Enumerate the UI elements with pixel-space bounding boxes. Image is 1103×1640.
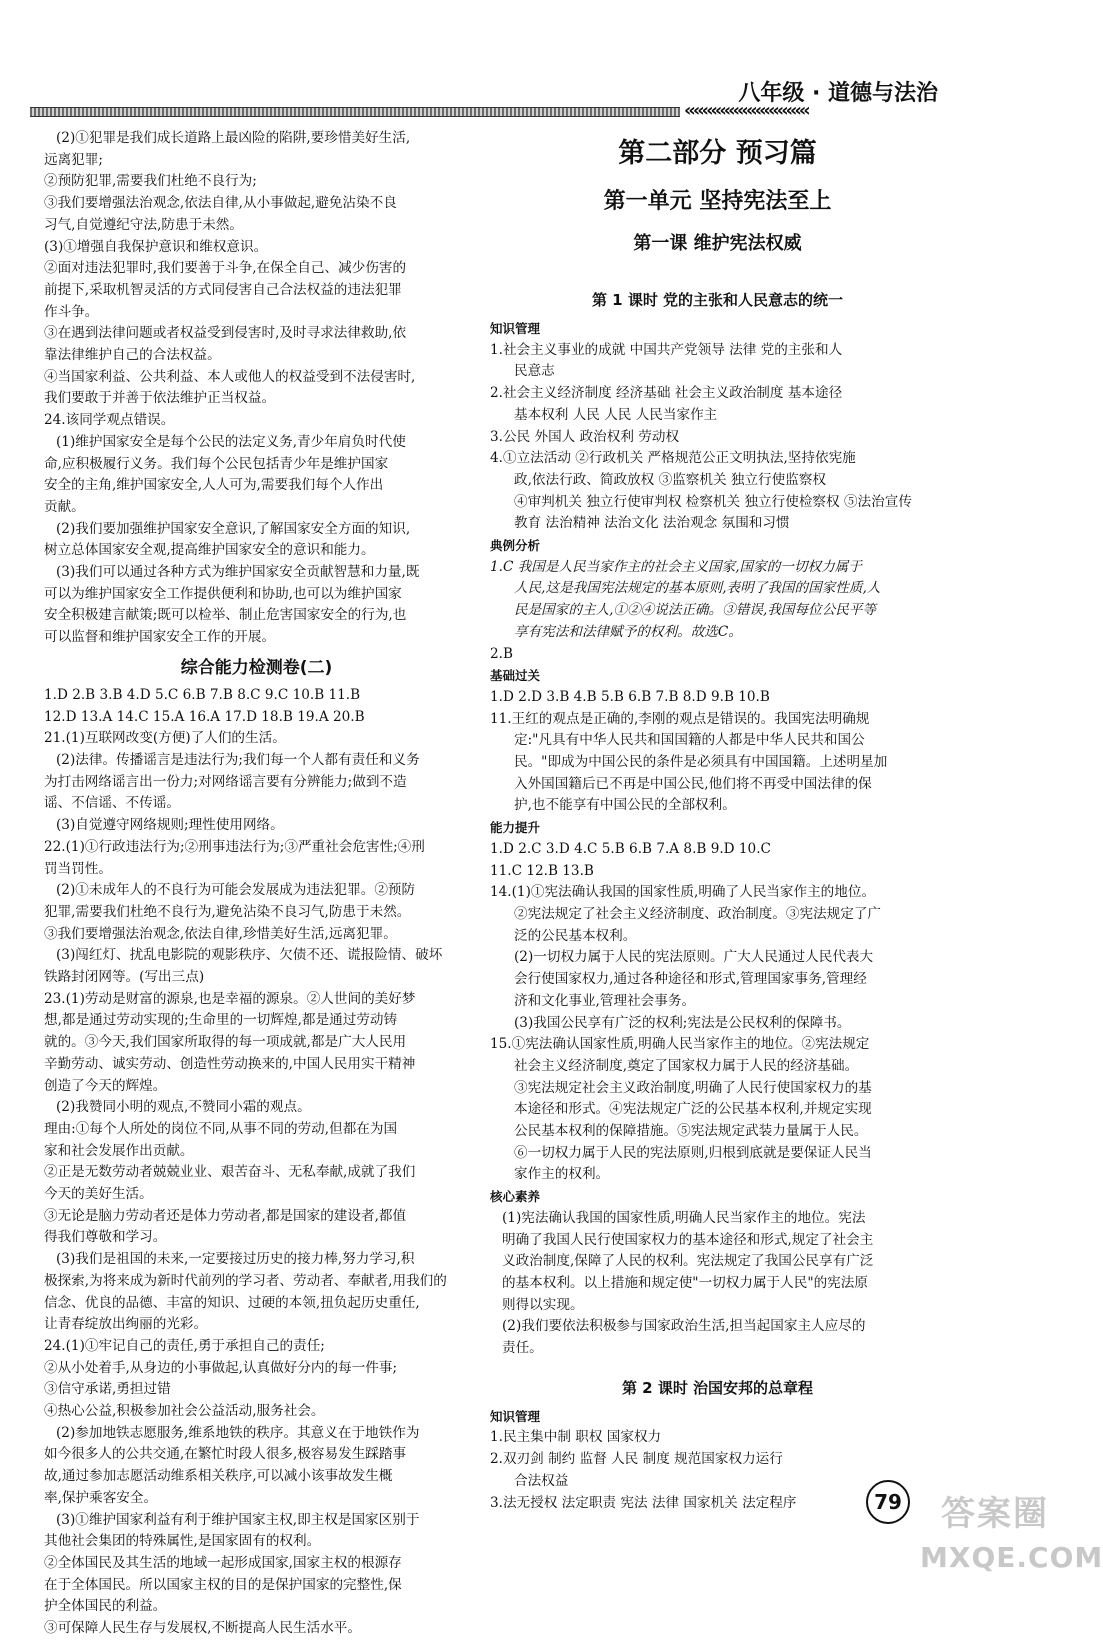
answer-line: ⑥一切权力属于人民的宪法原则,归根到底就是要保证人民当 [514, 1144, 872, 1161]
lesson-title: 第一课 维护宪法权威 [633, 233, 802, 254]
answer-line: 11.C 12.B 13.B [490, 862, 594, 879]
answer-line: 我们要敢于并善于依法维护正当权益。 [44, 390, 276, 407]
answer-line: ③无论是脑力劳动者还是体力劳动者,都是国家的建设者,都值 [44, 1207, 407, 1224]
section-heading: 能力提升 [490, 820, 541, 836]
answer-line: (2)我赞同小明的观点,不赞同小霜的观点。 [56, 1099, 311, 1116]
answer-line: 责任。 [502, 1340, 543, 1357]
answer-line: ②正是无数劳动者兢兢业业、艰苦奋斗、无私奉献,成就了我们 [44, 1164, 416, 1181]
answer-line: 率,保护乘客安全。 [44, 1489, 158, 1506]
answer-line: 远离犯罪; [44, 151, 103, 168]
answer-line: 护,也不能享有中国公民的全部权利。 [514, 797, 736, 814]
answer-line: 22.(1)①行政违法行为;②刑事违法行为;③严重社会危害性;④刑 [44, 838, 425, 855]
answer-line: 让青春绽放出绚丽的光彩。 [44, 1316, 208, 1333]
answer-line: 3.法无授权 法定职责 宪法 法律 国家机关 法定程序 [490, 1494, 797, 1511]
answer-line: (2)我们要依法积极参与国家政治生活,担当起国家主人应尽的 [502, 1318, 866, 1335]
answer-line: 家和社会发展作出贡献。 [44, 1142, 194, 1159]
answer-line: 树立总体国家安全观,提高维护国家安全的意识和能力。 [44, 542, 375, 559]
watermark-top-text: 答案圈 [941, 1494, 1049, 1534]
answer-line: ②从小处着手,从身边的小事做起,认真做好分内的每一件事; [44, 1359, 398, 1376]
answer-line: 为打击网络谣言出一份力;对网络谣言要有分辨能力;做到不造 [44, 773, 407, 790]
answer-line: 享有宪法和法律赋予的权利。故选C。 [514, 623, 742, 640]
answer-line: (1)维护国家安全是每个公民的法定义务,青少年肩负时代使 [56, 433, 406, 450]
answer-line: ④审判机关 独立行使审判权 检察机关 独立行使检察权 ⑤法治宣传 [514, 493, 912, 510]
answer-line: 犯罪,需要我们杜绝不良行为,避免沾染不良习气,防患于未然。 [44, 903, 411, 920]
answer-line: (3)闯红灯、扰乱电影院的观影秩序、欠债不还、谎报险情、破坏 [56, 947, 443, 964]
answer-line: 政,依法行政、简政放权 ③监察机关 独立行使监察权 [514, 471, 827, 488]
answer-line: 教育 法治精神 法治文化 法治观念 氛围和习惯 [514, 515, 790, 532]
answer-line: (1)宪法确认我国的国家性质,明确人民当家作主的地位。宪法 [502, 1209, 866, 1226]
answer-line: 2.社会主义经济制度 经济基础 社会主义政治制度 基本途径 [490, 385, 843, 402]
answer-line: 泛的公民基本权利。 [514, 927, 637, 944]
section-heading: 知识管理 [490, 1408, 541, 1424]
answer-line: 定:"凡具有中华人民共和国国籍的人都是中华人民共和国公 [514, 732, 865, 749]
answer-line: 其他社会集团的特殊属性,是国家固有的权利。 [44, 1533, 321, 1550]
answer-line: ③我们要增强法治观念,依法自律,从小事做起,避免沾染不良 [44, 195, 397, 212]
answer-line: ②预防犯罪,需要我们杜绝不良行为; [44, 173, 257, 190]
answer-line: ②面对违法犯罪时,我们要善于斗争,在保全自己、减少伤害的 [44, 260, 407, 277]
answer-line: 11.王红的观点是正确的,李刚的观点是错误的。我国宪法明确规 [490, 710, 870, 727]
answer-line: 可以监督和维护国家安全工作的开展。 [44, 629, 276, 646]
answer-line: 作斗争。 [44, 303, 99, 320]
answer-line: 今天的美好生活。 [44, 1186, 153, 1203]
header-rule [30, 107, 680, 117]
answer-line: 1.社会主义事业的成就 中国共产党领导 法律 党的主张和人 [490, 341, 843, 358]
answer-line: 1.D 2.D 3.B 4.B 5.B 6.B 7.B 8.D 9.B 10.B [490, 688, 770, 705]
watermark-logo [920, 1490, 1103, 1600]
answer-line: 前提下,采取机智灵活的方式同侵害自己合法权益的违法犯罪 [44, 281, 402, 298]
answer-line: (2)①未成年人的不良行为可能会发展成为违法犯罪。②预防 [56, 882, 416, 899]
answer-line: 家作主的权利。 [514, 1166, 610, 1183]
page-number: 79 [866, 1480, 910, 1524]
answer-line: 得我们尊敬和学习。 [44, 1229, 167, 1246]
answer-line: 24.该同学观点错误。 [44, 412, 175, 429]
answer-line: 想,都是通过劳动实现的;生命里的一切辉煌,都是通过劳动铸 [44, 1012, 398, 1029]
answer-line: 基本权利 人民 人民 人民当家作主 [514, 406, 718, 423]
answer-line: (2)一切权力属于人民的宪法原则。广大人民通过人民代表大 [514, 949, 874, 966]
answer-line: 铁路封闭网等。(写出三点) [44, 969, 205, 986]
answer-line: 2.双刃剑 制约 监督 人民 制度 规范国家权力运行 [490, 1451, 783, 1468]
answer-line: 辛勤劳动、诚实劳动、创造性劳动换来的,中国人民用实干精神 [44, 1055, 416, 1072]
answer-line: (3)我们可以通过各种方式为维护国家安全贡献智慧和力量,既 [56, 564, 420, 581]
answer-line: 21.(1)互联网改变(方便)了人们的生活。 [44, 730, 286, 747]
answer-line: 创造了今天的辉煌。 [44, 1077, 167, 1094]
header-chevron-decoration: ‹‹‹‹‹‹‹‹‹‹‹‹‹‹‹‹‹‹‹‹‹‹‹‹‹‹‹‹ [684, 100, 808, 121]
part-title: 第二部分 预习篇 [618, 138, 817, 169]
answer-line: 可以为维护国家安全工作提供便利和协助,也可以为维护国家 [44, 585, 402, 602]
answer-line: 14.(1)①宪法确认我国的国家性质,明确了人民当家作主的地位。 [490, 884, 876, 901]
section-heading: 基础过关 [490, 668, 541, 684]
answer-line: 1.C 我国是人民当家作主的社会主义国家,国家的一切权力属于 [490, 558, 862, 575]
answer-line: 义政治制度,保障了人民的权利。宪法规定了我国公民享有广泛 [502, 1253, 874, 1270]
period-1-title: 第 1 课时 党的主张和人民意志的统一 [591, 291, 844, 309]
answer-line: ③信守承诺,勇担过错 [44, 1381, 171, 1398]
answer-line: ②全体国民及其生活的地域一起形成国家,国家主权的根源存 [44, 1555, 402, 1571]
answer-line: (2)参加地铁志愿服务,维系地铁的秩序。其意义在于地铁作为 [56, 1424, 420, 1441]
answer-line: 贡献。 [44, 498, 85, 515]
section-heading: 核心素养 [490, 1189, 541, 1205]
answer-line: 15.①宪法确认国家性质,明确人民当家作主的地位。②宪法规定 [490, 1036, 870, 1053]
answer-line: (3)我们是祖国的未来,一定要接过历史的接力棒,努力学习,积 [56, 1251, 415, 1268]
answer-line: 民。"即成为中国公民的条件是必须具有中国国籍。上述明星加 [514, 754, 888, 771]
answer-line: 公民基本权利的保障措施。⑤宪法规定武装力量属于人民。 [514, 1123, 868, 1140]
answer-line: 民是国家的主人,①②④说法正确。③错误,我国每位公民平等 [514, 602, 877, 619]
answer-line: 民意志 [514, 363, 555, 380]
answer-line: 23.(1)劳动是财富的源泉,也是幸福的源泉。②人世间的美好梦 [44, 990, 416, 1007]
period-2-title: 第 2 课时 治国安邦的总章程 [621, 1378, 814, 1397]
answer-line: 会行使国家权力,通过各种途径和形式,管理国家事务,管理经 [514, 971, 867, 988]
answer-line: 12.D 13.A 14.C 15.A 16.A 17.D 18.B 19.A 20.B [44, 708, 365, 725]
answer-line: 极探索,为将来成为新时代前列的学习者、劳动者、奉献者,用我们的 [44, 1272, 447, 1289]
answer-line: ④当国家利益、公共利益、本人或他人的权益受到不法侵害时, [44, 368, 416, 385]
answer-line: (3)①维护国家利益有利于维护国家主权,即主权是国家区别于 [56, 1511, 420, 1528]
period-1-answers [490, 318, 945, 1360]
answer-line: 在于全体国民。所以国家主权的目的是保护国家的完整性,保 [44, 1576, 402, 1593]
answer-line: ③我们要增强法治观念,依法自律,珍惜美好生活,远离犯罪。 [44, 925, 397, 942]
answer-line: 就的。③今天,我们国家所取得的每一项成就,都是广大人民用 [44, 1034, 407, 1051]
answer-line: 合法权益 [514, 1472, 569, 1489]
answer-line: 2.B [490, 645, 513, 662]
right-column [490, 128, 945, 1514]
answer-line: (2)我们要加强维护国家安全意识,了解国家安全方面的知识, [56, 520, 411, 537]
answer-line: ③宪法规定社会主义政治制度,明确了人民行使国家权力的基 [514, 1079, 872, 1096]
answer-line: (3)我国公民享有广泛的权利;宪法是公民权利的保障书。 [514, 1014, 851, 1031]
watermark-bottom-text: MXQE.COM [920, 1541, 1103, 1574]
answer-line: ③在遇到法律问题或者权益受到侵害时,及时寻求法律救助,依 [44, 325, 407, 342]
answer-line: 24.(1)①牢记自己的责任,勇于承担自己的责任; [44, 1337, 325, 1354]
unit-title: 第一单元 坚持宪法至上 [603, 189, 832, 214]
test-title: 综合能力检测卷(二) [180, 657, 333, 678]
answer-line: 济和文化事业,管理社会事务。 [514, 992, 696, 1009]
answer-line: 谣、不信谣、不传谣。 [44, 795, 180, 812]
answer-line: 靠法律维护自己的合法权益。 [44, 347, 221, 364]
left-column [44, 128, 469, 1640]
answer-line: 的基本权利。以上措施和规定使"一切权力属于人民"的宪法原 [502, 1274, 868, 1291]
answer-line: 习气,自觉遵纪守法,防患于未然。 [44, 216, 243, 233]
answer-line: 明确了我国人民行使国家权力的基本途径和形式,规定了社会主 [502, 1231, 874, 1248]
answer-line: (3)①增强自我保护意识和维权意识。 [44, 238, 268, 255]
answer-line: 1.民主集中制 职权 国家权力 [490, 1429, 662, 1446]
answer-line: 入外国国籍后已不再是中国公民,他们将不再受中国法律的保 [514, 775, 872, 792]
answer-line: 1.D 2.B 3.B 4.D 5.C 6.B 7.B 8.C 9.C 10.B 11.B [44, 686, 361, 703]
answer-line: 命,应积极履行义务。我们每个公民包括青少年是维护国家 [44, 455, 389, 472]
answer-line: ④热心公益,积极参加社会公益活动,服务社会。 [44, 1403, 325, 1420]
answer-line: 则得以实现。 [502, 1296, 584, 1313]
answer-line: 理由:①每个人所处的岗位不同,从事不同的劳动,但都在为国 [44, 1120, 398, 1137]
answer-line: (2)①犯罪是我们成长道路上最凶险的陷阱,要珍惜美好生活, [56, 130, 411, 146]
answer-line: 1.D 2.C 3.D 4.C 5.B 6.B 7.A 8.B 9.D 10.C [490, 840, 771, 857]
section-heading: 知识管理 [490, 321, 541, 336]
answer-line: (2)法律。传播谣言是违法行为;我们每一个人都有责任和义务 [56, 751, 420, 768]
answer-line: (3)自觉遵守网络规则;理性使用网络。 [56, 817, 284, 834]
answer-line: 人民,这是我国宪法规定的基本原则,表明了我国的国家性质,人 [514, 580, 881, 597]
answer-line: 本途径和形式。④宪法规定广泛的公民基本权利,并规定实现 [514, 1101, 872, 1118]
answer-line: 故,通过参加志愿活动维系相关秩序,可以减小该事故发生概 [44, 1468, 393, 1485]
page-header-title: 八年级 · 道德与法治 [738, 81, 938, 106]
answer-line: 如今很多人的公共交通,在繁忙时段人很多,极容易发生踩踏事 [44, 1446, 407, 1463]
answer-line: 3.公民 外国人 政治权利 劳动权 [490, 428, 680, 445]
answer-line: ②宪法规定了社会主义经济制度、政治制度。③宪法规定了广 [514, 905, 882, 922]
answer-line: 4.①立法活动 ②行政机关 严格规范公正文明执法,坚持依宪施 [490, 450, 856, 467]
section-heading: 典例分析 [490, 538, 541, 554]
answer-line: 安全积极建言献策;既可以检举、制止危害国家安全的行为,也 [44, 607, 407, 624]
answer-line: 安全的主角,维护国家安全,人人可为,需要我们每个人作出 [44, 477, 384, 494]
answer-line: 信念、优良的品德、丰富的知识、过硬的本领,扭负起历史重任, [44, 1294, 420, 1311]
answer-line: 社会主义经济制度,奠定了国家权力属于人民的经济基础。 [514, 1057, 859, 1074]
answer-line: 罚当罚性。 [44, 860, 112, 877]
answer-line: ③可保障人民生存与发展权,不断提高人民生活水平。 [44, 1620, 361, 1637]
answer-line: 护全体国民的利益。 [44, 1598, 167, 1615]
